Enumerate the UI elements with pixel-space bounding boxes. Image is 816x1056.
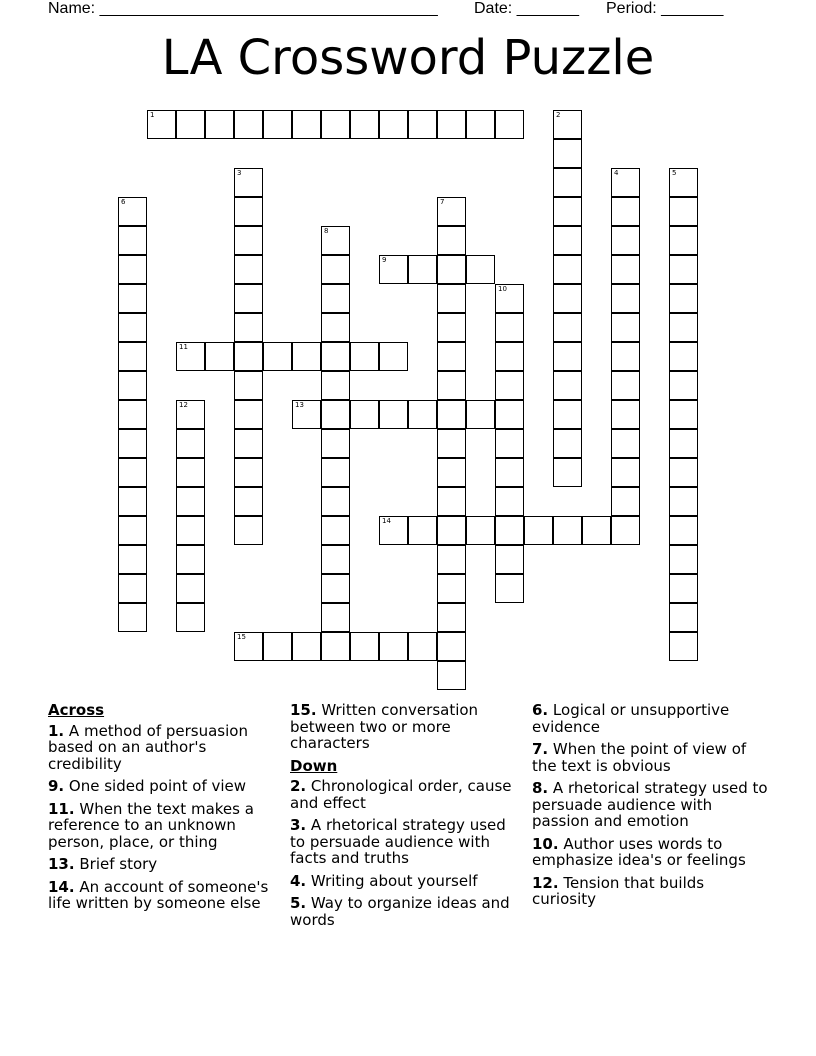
crossword-cell[interactable] — [669, 458, 698, 487]
crossword-cell[interactable] — [118, 429, 147, 458]
crossword-cell[interactable] — [437, 458, 466, 487]
crossword-cell[interactable] — [234, 313, 263, 342]
crossword-cell[interactable] — [437, 284, 466, 313]
crossword-cell[interactable] — [321, 342, 350, 371]
clue-across-9 — [48, 778, 276, 795]
crossword-cell[interactable] — [263, 632, 292, 661]
crossword-cell[interactable] — [176, 487, 205, 516]
crossword-cell[interactable] — [408, 516, 437, 545]
name-field[interactable]: Name: ______________________________________ — [48, 0, 438, 17]
crossword-cell[interactable] — [176, 458, 205, 487]
clue-down-12 — [532, 875, 768, 908]
clue-text: Written conversation between two or more characters — [290, 701, 479, 752]
crossword-cell[interactable] — [611, 371, 640, 400]
crossword-cell[interactable] — [553, 371, 582, 400]
crossword-cell[interactable] — [437, 110, 466, 139]
crossword-cell[interactable] — [176, 400, 205, 429]
clue-text: A rhetorical strategy used to persuade audience with passion and emotion — [532, 779, 768, 830]
crossword-cell[interactable] — [466, 110, 495, 139]
crossword-cell[interactable] — [437, 429, 466, 458]
crossword-cell[interactable] — [466, 516, 495, 545]
crossword-cell[interactable] — [263, 342, 292, 371]
crossword-cell[interactable] — [321, 574, 350, 603]
crossword-cell[interactable] — [553, 110, 582, 139]
clue-text: Tension that builds curiosity — [532, 873, 705, 908]
crossword-cell[interactable] — [437, 632, 466, 661]
crossword-cell[interactable] — [553, 516, 582, 545]
clue-across-15 — [290, 702, 518, 752]
crossword-cell[interactable] — [292, 632, 321, 661]
crossword-cell[interactable] — [669, 313, 698, 342]
crossword-cell[interactable] — [553, 458, 582, 487]
clue-text: Writing about yourself — [310, 871, 478, 890]
crossword-cell[interactable] — [118, 574, 147, 603]
crossword-cell[interactable] — [611, 284, 640, 313]
crossword-cell[interactable] — [321, 603, 350, 632]
clue-number: 9. — [48, 777, 65, 795]
cell-number: 15 — [237, 633, 246, 641]
crossword-cell[interactable] — [466, 255, 495, 284]
crossword-cell[interactable] — [350, 110, 379, 139]
clue-number: 8. — [532, 779, 549, 797]
crossword-cell[interactable] — [669, 429, 698, 458]
cell-number: 12 — [179, 401, 188, 409]
crossword-cell[interactable] — [495, 284, 524, 313]
crossword-cell[interactable] — [408, 255, 437, 284]
crossword-cell[interactable] — [437, 342, 466, 371]
crossword-cell[interactable] — [321, 487, 350, 516]
crossword-cell[interactable] — [553, 284, 582, 313]
crossword-cell[interactable] — [669, 516, 698, 545]
crossword-cell[interactable] — [176, 574, 205, 603]
clue-text: Author uses words to emphasize idea's or feelings — [532, 834, 746, 869]
crossword-cell[interactable] — [495, 574, 524, 603]
crossword-cell[interactable] — [379, 632, 408, 661]
crossword-cell[interactable] — [292, 110, 321, 139]
cell-number: 10 — [498, 285, 507, 293]
clue-across-1 — [48, 723, 276, 773]
crossword-cell[interactable] — [437, 516, 466, 545]
clue-down-6 — [532, 702, 768, 735]
crossword-cell[interactable] — [379, 110, 408, 139]
clue-text: A method of persuasion based on an author's credibility — [48, 721, 248, 773]
cell-number: 2 — [556, 111, 561, 119]
cell-number: 5 — [672, 169, 677, 177]
crossword-cell[interactable] — [118, 545, 147, 574]
cell-number: 13 — [295, 401, 304, 409]
crossword-cell[interactable] — [350, 632, 379, 661]
crossword-cell[interactable] — [611, 255, 640, 284]
crossword-cell[interactable] — [553, 429, 582, 458]
crossword-cell[interactable] — [524, 516, 553, 545]
crossword-cell[interactable] — [118, 603, 147, 632]
date-field[interactable]: Date: _______ — [474, 0, 579, 17]
crossword-cell[interactable] — [350, 342, 379, 371]
crossword-cell[interactable] — [669, 371, 698, 400]
crossword-cell[interactable] — [669, 168, 698, 197]
crossword-cell[interactable] — [495, 429, 524, 458]
crossword-cell[interactable] — [379, 255, 408, 284]
clue-number: 14. — [48, 877, 75, 896]
crossword-cell[interactable] — [437, 574, 466, 603]
crossword-cell[interactable] — [118, 487, 147, 516]
crossword-cell[interactable] — [118, 516, 147, 545]
crossword-cell[interactable] — [321, 371, 350, 400]
crossword-cell[interactable] — [176, 110, 205, 139]
crossword-cell[interactable] — [321, 458, 350, 487]
cell-number: 6 — [121, 198, 126, 206]
crossword-cell[interactable] — [437, 197, 466, 226]
cell-number: 8 — [324, 227, 329, 235]
clue-number: 5. — [290, 894, 307, 912]
cell-number: 3 — [237, 169, 242, 177]
crossword-cell[interactable] — [495, 371, 524, 400]
crossword-cell[interactable] — [350, 400, 379, 429]
crossword-cell[interactable] — [466, 400, 495, 429]
crossword-cell[interactable] — [118, 313, 147, 342]
crossword-cell[interactable] — [553, 400, 582, 429]
clue-number: 12. — [532, 873, 559, 892]
crossword-cell[interactable] — [292, 342, 321, 371]
crossword-cell[interactable] — [437, 313, 466, 342]
crossword-cell[interactable] — [234, 284, 263, 313]
crossword-cell[interactable] — [437, 255, 466, 284]
clues-column-3 — [532, 702, 768, 914]
page-title: LA Crossword Puzzle — [161, 30, 655, 86]
crossword-cell[interactable] — [495, 110, 524, 139]
crossword-cell[interactable] — [408, 110, 437, 139]
crossword-cell[interactable] — [234, 197, 263, 226]
crossword-cell[interactable] — [321, 632, 350, 661]
cell-number: 7 — [440, 198, 445, 206]
clue-number: 11. — [48, 799, 75, 818]
crossword-cell[interactable] — [611, 516, 640, 545]
crossword-cell[interactable] — [669, 603, 698, 632]
crossword-cell[interactable] — [553, 342, 582, 371]
crossword-cell[interactable] — [205, 342, 234, 371]
clue-text: An account of someone's life written by someone else — [48, 877, 269, 912]
down-heading: Down — [290, 756, 338, 775]
clue-number: 1. — [48, 721, 65, 740]
clue-across-11 — [48, 801, 276, 851]
crossword-cell[interactable] — [234, 342, 263, 371]
crossword-cell[interactable] — [234, 168, 263, 197]
clue-text: Brief story — [79, 855, 158, 873]
crossword-cell[interactable] — [118, 226, 147, 255]
crossword-cell[interactable] — [495, 487, 524, 516]
crossword-cell[interactable] — [176, 603, 205, 632]
cell-number: 4 — [614, 169, 619, 177]
clue-down-8 — [532, 780, 768, 830]
crossword-cell[interactable] — [495, 545, 524, 574]
clue-number: 15. — [290, 701, 317, 719]
crossword-cell[interactable] — [669, 574, 698, 603]
crossword-cell[interactable] — [234, 516, 263, 545]
crossword-cell[interactable] — [321, 400, 350, 429]
crossword-cell[interactable] — [611, 197, 640, 226]
crossword-cell[interactable] — [118, 255, 147, 284]
crossword-cell[interactable] — [176, 545, 205, 574]
crossword-cell[interactable] — [321, 313, 350, 342]
crossword-cell[interactable] — [553, 139, 582, 168]
crossword-cell[interactable] — [437, 603, 466, 632]
crossword-cell[interactable] — [669, 632, 698, 661]
crossword-cell[interactable] — [495, 516, 524, 545]
crossword-cell[interactable] — [611, 429, 640, 458]
crossword-cell[interactable] — [669, 226, 698, 255]
clue-text: Logical or unsupportive evidence — [532, 701, 730, 736]
crossword-cell[interactable] — [669, 487, 698, 516]
crossword-cell[interactable] — [118, 197, 147, 226]
crossword-cell[interactable] — [408, 400, 437, 429]
cell-number: 11 — [179, 343, 188, 351]
clue-number: 7. — [532, 740, 549, 758]
crossword-cell[interactable] — [234, 110, 263, 139]
crossword-cell[interactable] — [611, 168, 640, 197]
crossword-cell[interactable] — [437, 545, 466, 574]
cell-number: 9 — [382, 256, 387, 264]
crossword-cell[interactable] — [553, 313, 582, 342]
clue-down-2 — [290, 778, 518, 811]
crossword-cell[interactable] — [321, 545, 350, 574]
cell-number: 1 — [150, 111, 155, 119]
clue-text: When the point of view of the text is obvious — [532, 740, 747, 775]
clue-down-4 — [290, 873, 518, 890]
crossword-cell[interactable] — [118, 458, 147, 487]
clue-number: 4. — [290, 871, 307, 890]
crossword-cell[interactable] — [611, 487, 640, 516]
crossword-cell[interactable] — [321, 255, 350, 284]
crossword-cell[interactable] — [234, 632, 263, 661]
crossword-cell[interactable] — [611, 400, 640, 429]
clue-text: When the text makes a reference to an unknown person, place, or thing — [48, 799, 254, 851]
crossword-cell[interactable] — [234, 400, 263, 429]
across-heading: Across — [48, 701, 105, 719]
cell-number: 14 — [382, 517, 391, 525]
crossword-cell[interactable] — [379, 400, 408, 429]
crossword-cell[interactable] — [553, 197, 582, 226]
crossword-cell[interactable] — [495, 313, 524, 342]
crossword-cell[interactable] — [553, 255, 582, 284]
crossword-cell[interactable] — [582, 516, 611, 545]
crossword-cell[interactable] — [234, 226, 263, 255]
clue-down-7 — [532, 741, 768, 774]
crossword-cell[interactable] — [205, 110, 234, 139]
crossword-cell[interactable] — [234, 487, 263, 516]
clue-number: 6. — [532, 701, 549, 719]
clue-text: Way to organize ideas and words — [290, 894, 510, 929]
crossword-cell[interactable] — [176, 342, 205, 371]
clues-column-1 — [48, 702, 276, 918]
crossword-cell[interactable] — [437, 400, 466, 429]
crossword-cell[interactable] — [669, 342, 698, 371]
crossword-cell[interactable] — [611, 342, 640, 371]
crossword-cell[interactable] — [118, 400, 147, 429]
crossword-cell[interactable] — [321, 284, 350, 313]
clue-across-13 — [48, 856, 276, 873]
crossword-cell[interactable] — [321, 429, 350, 458]
crossword-cell[interactable] — [176, 516, 205, 545]
crossword-cell[interactable] — [669, 545, 698, 574]
crossword-cell[interactable] — [495, 400, 524, 429]
crossword-cell[interactable] — [669, 255, 698, 284]
crossword-cell[interactable] — [495, 342, 524, 371]
crossword-cell[interactable] — [234, 371, 263, 400]
clue-across-14 — [48, 879, 276, 912]
clue-down-3 — [290, 817, 518, 867]
crossword-cell[interactable] — [292, 400, 321, 429]
crossword-cell[interactable] — [321, 516, 350, 545]
crossword-cell[interactable] — [379, 342, 408, 371]
crossword-cell[interactable] — [263, 110, 292, 139]
crossword-cell[interactable] — [321, 226, 350, 255]
crossword-cell[interactable] — [379, 516, 408, 545]
clue-down-5 — [290, 895, 518, 928]
crossword-cell[interactable] — [118, 371, 147, 400]
crossword-cell[interactable] — [118, 284, 147, 313]
crossword-cell[interactable] — [611, 458, 640, 487]
crossword-cell[interactable] — [611, 226, 640, 255]
crossword-cell[interactable] — [234, 255, 263, 284]
clue-number: 3. — [290, 816, 307, 834]
crossword-cell[interactable] — [669, 197, 698, 226]
crossword-cell[interactable] — [176, 429, 205, 458]
clue-number: 2. — [290, 777, 307, 795]
crossword-cell[interactable] — [321, 110, 350, 139]
crossword-cell[interactable] — [669, 284, 698, 313]
clue-text: One sided point of view — [68, 777, 247, 795]
crossword-cell[interactable] — [611, 313, 640, 342]
crossword-cell[interactable] — [437, 226, 466, 255]
crossword-cell[interactable] — [234, 458, 263, 487]
crossword-cell[interactable] — [437, 371, 466, 400]
crossword-cell[interactable] — [669, 400, 698, 429]
clue-number: 13. — [48, 855, 75, 873]
clue-number: 10. — [532, 834, 559, 853]
period-field[interactable]: Period: _______ — [606, 0, 724, 17]
crossword-cell[interactable] — [147, 110, 176, 139]
crossword-cell[interactable] — [234, 429, 263, 458]
crossword-cell[interactable] — [495, 458, 524, 487]
clue-down-10 — [532, 836, 768, 869]
crossword-cell[interactable] — [437, 487, 466, 516]
crossword-cell[interactable] — [553, 226, 582, 255]
crossword-cell[interactable] — [118, 342, 147, 371]
crossword-cell[interactable] — [408, 632, 437, 661]
clues-column-2 — [290, 702, 518, 934]
crossword-cell[interactable] — [553, 168, 582, 197]
crossword-cell[interactable] — [437, 661, 466, 690]
clue-text: Chronological order, cause and effect — [290, 777, 512, 812]
clue-text: A rhetorical strategy used to persuade audience with facts and truths — [290, 816, 506, 867]
